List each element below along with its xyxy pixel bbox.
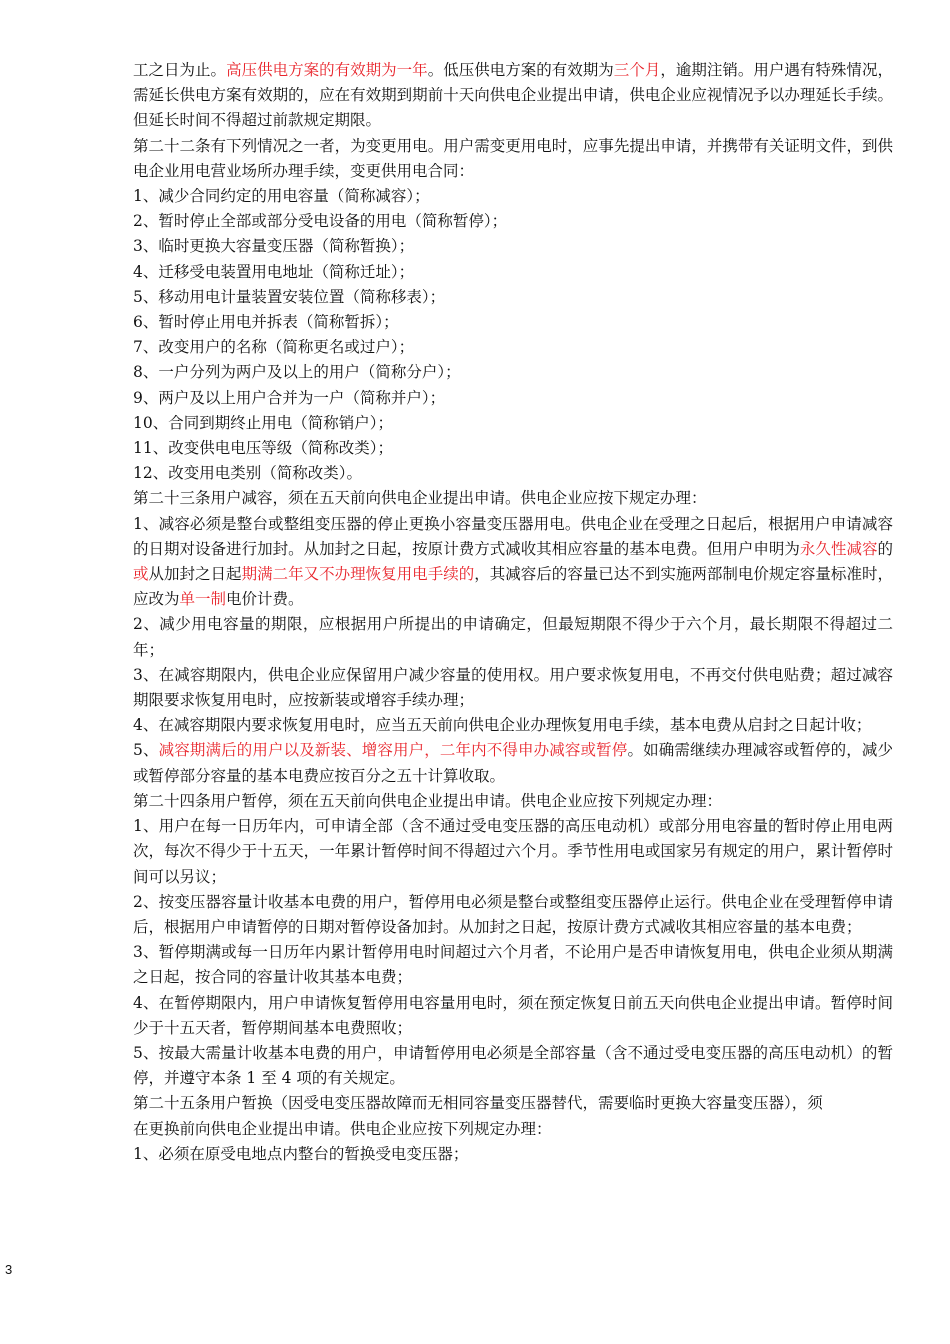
text-run: 第二十二条有下列情况之一者，为变更用电。用户需变更用电时，应事先提出申请，并携带有关证明文件，到供电企业用电营业场所办理手续，变更供用电合同： [133, 136, 893, 180]
article-25-item-1 [133, 1142, 893, 1167]
text-run: 电价计费。 [226, 590, 304, 609]
article-23-item-5 [133, 738, 893, 788]
para-validity-period [133, 58, 893, 134]
highlighted-text: 或 [133, 565, 149, 584]
article-22-item-9 [133, 386, 893, 411]
text-run: 第二十五条用户暂换（因受电变压器故障而无相同容量变压器替代，需要临时更换大容量变压器），须 [133, 1094, 823, 1113]
text-run: ，其减容后的容量已达不到实施两部制电价规定容量标准时，应改为 [133, 565, 893, 609]
article-24-item-4 [133, 991, 893, 1041]
article-22-item-4 [133, 260, 893, 285]
page-number: 3 [5, 1262, 13, 1277]
text-run: 2、暂时停止全部或部分受电设备的用电（简称暂停）； [133, 212, 508, 231]
text-run: 2、减少用电容量的期限，应根据用户所提出的申请确定，但最短期限不得少于六个月，最长期限不得超过二年； [133, 615, 893, 659]
text-run: 1、用户在每一日历年内，可申请全部（含不通过受电变压器的高压电动机）或部分用电容量的暂时停止用电两次，每次不得少于十五天，一年累计暂停时间不得超过六个月。季节性用电或国家另有规定的用户，累计暂停时间可以另议； [133, 817, 893, 886]
text-run: 2、按变压器容量计收基本电费的用户，暂停用电必须是整台或整组变压器停止运行。供电企业在受理暂停申请后，根据用户申请暂停的日期对暂停设备加封。从加封之日起，按原计费方式减收其相应容量的基本电费； [133, 892, 893, 936]
text-run: 8、一户分列为两户及以上的用户（简称分户）； [133, 363, 461, 382]
text-run: 第二十四条用户暂停，须在五天前向供电企业提出申请。供电企业应按下列规定办理： [133, 791, 723, 810]
text-run: 。低压供电方案的有效期为 [427, 61, 614, 79]
text-run: 5、按最大需量计收基本电费的用户，申请暂停用电必须是全部容量（含不通过受电变压器的高压电动机）的暂停，并遵守本条 1 至 4 项的有关规定。 [133, 1043, 893, 1088]
article-22-item-2 [133, 209, 893, 234]
text-run: 4、在暂停期限内，用户申请恢复暂停用电容量用电时，须在预定恢复日前五天向供电企业提出申请。暂停时间少于十五天者，暂停期间基本电费照收； [133, 993, 893, 1037]
text-run: 的 [877, 539, 893, 558]
text-run: 7、改变用户的名称（简称更名或过户）； [133, 338, 415, 357]
article-23-item-2 [133, 612, 893, 662]
text-run: 工之日为止。 [133, 61, 227, 79]
highlighted-text: 减容期满后的用户以及新装、增容用户，二年内不得申办减容或暂停 [158, 741, 628, 760]
text-run: 3、在减容期限内，供电企业应保留用户减少容量的使用权。用户要求恢复用电，不再交付供电贴费；超过减容期限要求恢复用电时，应按新装或增容手续办理； [133, 665, 893, 710]
text-run: 在更换前向供电企业提出申请。供电企业应按下列规定办理： [133, 1119, 552, 1138]
text-run: 1、减容必须是整台或整组变压器的停止更换小容量变压器用电。供电企业在受理之日起后，根据用户申请减容的日期对设备进行加封。从加封之日起，按原计费方式减收其相应容量的基本电费。但用户申明为 [133, 514, 893, 558]
article-24-item-1 [133, 814, 893, 890]
text-run: 11、改变供电电压等级（简称改类）； [133, 439, 393, 458]
text-run: 5、 [133, 741, 159, 760]
text-run: 4、迁移受电装置用电地址（简称迁址）； [133, 262, 415, 281]
article-22-heading [133, 134, 893, 184]
article-22-item-12 [133, 461, 893, 486]
article-24-heading [133, 789, 893, 814]
highlighted-text: 单一制 [179, 590, 227, 609]
article-22-item-5 [133, 285, 893, 310]
text-run: 。如确需继续办理减容或暂停的，减少或暂停部分容量的基本电费应按百分之五十计算收取。 [133, 741, 893, 785]
article-22-item-1 [133, 184, 893, 209]
text-run: ，逾期注销。用户遇有特殊情况，需延长供电方案有效期的，应在有效期到期前十天向供电企业提出申请，供电企业应视情况予以办理延长手续。但延长时间不得超过前款规定期限。 [133, 61, 893, 130]
text-run: 4、在减容期限内要求恢复用电时，应当五天前向供电企业办理恢复用电手续，基本电费从启封之日起计收； [133, 716, 872, 735]
document-body [133, 58, 893, 1167]
text-run: 3、临时更换大容量变压器（简称暂换）； [133, 237, 415, 256]
article-24-item-3 [133, 940, 893, 990]
highlighted-text: 期满二年又不办理恢复用电手续的 [241, 565, 475, 584]
article-23-item-3 [133, 663, 893, 713]
text-run: 第二十三条用户减容，须在五天前向供电企业提出申请。供电企业应按下规定办理： [133, 489, 707, 508]
highlighted-text: 高压供电方案的有效期为一年 [226, 61, 428, 79]
text-run: 10、合同到期终止用电（简称销户）； [133, 413, 393, 432]
text-run: 1、减少合同约定的用电容量（简称减容）； [133, 187, 430, 206]
text-run: 9、两户及以上用户合并为一户（简称并户）； [133, 388, 446, 407]
article-23-item-4 [133, 713, 893, 738]
text-run: 从加封之日起 [148, 565, 242, 584]
article-25-continued [133, 1117, 893, 1142]
article-22-item-7 [133, 335, 893, 360]
article-24-item-2 [133, 890, 893, 940]
article-25-heading [133, 1091, 893, 1116]
highlighted-text: 永久性减容 [799, 539, 878, 558]
article-23-heading [133, 486, 893, 511]
article-23-item-1 [133, 512, 893, 613]
article-22-item-3 [133, 234, 893, 259]
article-24-item-5 [133, 1041, 893, 1091]
text-run: 6、暂时停止用电并拆表（简称暂拆）； [133, 313, 399, 332]
text-run: 12、改变用电类别（简称改类）。 [133, 464, 362, 483]
article-22-item-6 [133, 310, 893, 335]
article-22-item-8 [133, 360, 893, 385]
article-22-item-11 [133, 436, 893, 461]
text-run: 3、暂停期满或每一日历年内累计暂停用电时间超过六个月者，不论用户是否申请恢复用电，供电企业须从期满之日起，按合同的容量计收其基本电费； [133, 943, 893, 987]
text-run: 1、必须在原受电地点内整台的暂换受电变压器； [133, 1144, 469, 1163]
highlighted-text: 三个月 [613, 61, 661, 79]
text-run: 5、移动用电计量装置安装位置（简称移表）； [133, 287, 446, 306]
article-22-item-10 [133, 411, 893, 436]
